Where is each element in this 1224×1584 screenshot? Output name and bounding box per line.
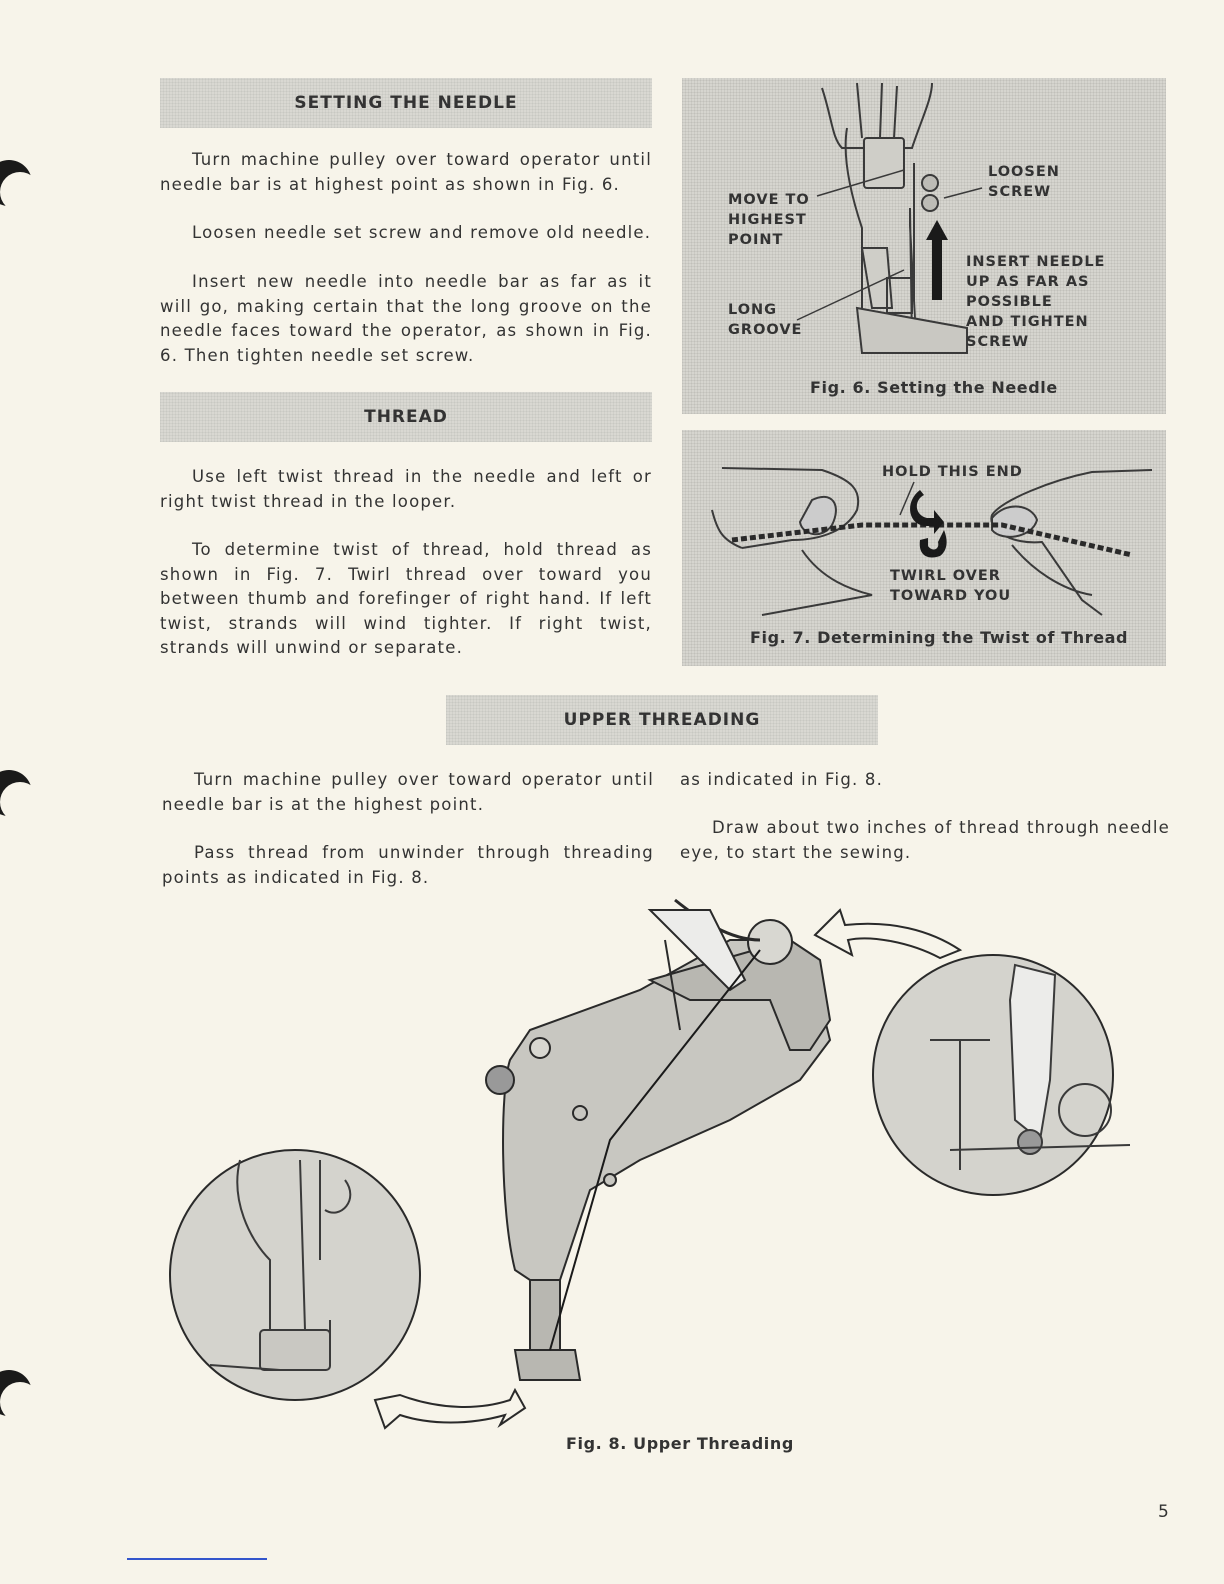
upper-threading-p1: Turn machine pulley over toward operator until needle bar is at the highest point.	[162, 770, 654, 814]
fig8-caption: Fig. 8. Upper Threading	[566, 1434, 794, 1453]
fig8-arrow-bottom	[375, 1390, 525, 1428]
setting-needle-p1: Turn machine pulley over toward operator until needle bar is at highest point as shown in Fig. 6.	[160, 150, 652, 194]
thread-p2: To determine twist of thread, hold thread as shown in Fig. 7. Twirl thread over toward you between thumb and forefinger of right hand. If left twist, strands will wind tighter. If right twist, strands will unwind or separate.	[160, 540, 652, 657]
binder-hole-bottom	[0, 1370, 32, 1416]
fig7-label-hold: HOLD THIS END	[882, 464, 1023, 480]
fig8-arrow-top	[815, 910, 960, 958]
fig6-label-loosen: LOOSEN SCREW	[988, 164, 1060, 200]
fig8-upper-threading-illustration	[170, 880, 1170, 1440]
fig6-label-move: MOVE TO HIGHEST POINT	[728, 192, 810, 248]
fig6-label-groove: LONG GROOVE	[728, 302, 803, 338]
binder-hole-top	[0, 160, 32, 206]
thread-p1: Use left twist thread in the needle and left or right twist thread in the looper.	[160, 467, 652, 511]
fig7-caption: Fig. 7. Determining the Twist of Thread	[750, 628, 1129, 647]
upper-threading-p2-cont: as indicated in Fig. 8.	[680, 770, 884, 789]
footer-rule	[127, 1558, 267, 1560]
heading-setting-needle: SETTING THE NEEDLE	[160, 78, 652, 128]
binder-hole-middle	[0, 770, 32, 816]
setting-needle-p2: Loosen needle set screw and remove old needle.	[192, 223, 652, 242]
fig6-label-insert: INSERT NEEDLE UP AS FAR AS POSSIBLE AND TIGHTEN SCREW	[966, 254, 1106, 350]
upper-threading-p2: Pass thread from unwinder through threading points as indicated in Fig. 8.	[162, 843, 654, 887]
heading-upper-threading: UPPER THREADING	[446, 695, 878, 745]
fig6-setting-needle-illustration	[682, 78, 1166, 414]
heading-thread: THREAD	[160, 392, 652, 442]
fig7-twist-illustration	[682, 430, 1166, 666]
fig6-caption: Fig. 6. Setting the Needle	[810, 378, 1058, 397]
fig7-label-twirl: TWIRL OVER TOWARD YOU	[890, 568, 1012, 604]
setting-needle-p3: Insert new needle into needle bar as far as it will go, making certain that the long groove on the needle faces toward the operator, as shown in Fig. 6. Then tighten needle set screw.	[160, 272, 652, 365]
fig8-inset-top	[873, 955, 1113, 1195]
page-number: 5	[1158, 1502, 1169, 1522]
upper-threading-p3: Draw about two inches of thread through needle eye, to start the sewing.	[680, 818, 1170, 862]
